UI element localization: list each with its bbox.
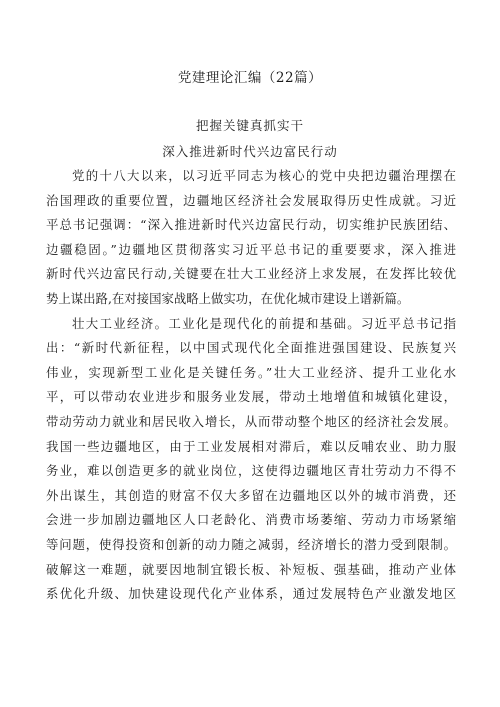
paragraph-line: 治国理政的重要位置，边疆地区经济社会发展取得历史性成就。习近 <box>46 192 456 208</box>
paragraph-line: 破解这一难题，就要因地制宜锻长板、补短板、强基础，推动产业体 <box>46 561 456 577</box>
paragraph-line: 会进一步加剧边疆地区人口老龄化、消费市场萎缩、劳动力市场紧缩 <box>46 512 456 528</box>
paragraph-line: 出：“新时代新征程，以中国式现代化全面推进强国建设、民族复兴 <box>46 340 456 356</box>
paragraph-line: 新时代兴边富民行动,关键要在壮大工业经济上求发展，在发挥比较优 <box>46 266 456 282</box>
paragraph-line: 系优化升级、加快建设现代化产业体系，通过发展特色产业激发地区 <box>46 586 456 602</box>
paragraph-line: 平总书记强调：“深入推进新时代兴边富民行动，切实维护民族团结、 <box>46 217 456 233</box>
document-title: 党建理论汇编（22篇） <box>177 70 323 86</box>
article-body <box>46 164 456 607</box>
paragraph-line: 平，可以带动农业进步和服务业发展，带动土地增值和城镇化建设， <box>46 389 456 405</box>
paragraph-line: 壮大工业经济。工业化是现代化的前提和基础。习近平总书记指 <box>72 315 456 331</box>
article-title: 把握关键真抓实干 <box>195 118 304 133</box>
paragraph-line: 伟业，实现新型工业化是关键任务。”壮大工业经济、提升工业化水 <box>46 364 456 380</box>
paragraph-line: 我国一些边疆地区，由于工业发展相对滞后，难以反哺农业、助力服 <box>46 438 456 454</box>
paragraph-line: 带动劳动力就业和居民收入增长，从而带动整个地区的经济社会发展。 <box>46 413 456 429</box>
paragraph-line: 等问题，使得投资和创新的动力随之减弱，经济增长的潜力受到限制。 <box>46 536 456 552</box>
paragraph-line: 党的十八大以来，以习近平同志为核心的党中央把边疆治理摆在 <box>72 168 456 183</box>
paragraph-line: 势上谋出路,在对接国家战略上做实功，在优化城市建设上谱新篇。 <box>46 290 410 306</box>
article-subtitle: 深入推进新时代兴边富民行动 <box>162 144 338 159</box>
paragraph-line: 外出谋生，其创造的财富不仅大多留在边疆地区以外的城市消费，还 <box>46 487 456 503</box>
paragraph-line: 务业，难以创造更多的就业岗位，这使得边疆地区青壮劳动力不得不 <box>46 463 456 479</box>
paragraph-line: 边疆稳固。”边疆地区贯彻落实习近平总书记的重要要求，深入推进 <box>46 241 456 257</box>
